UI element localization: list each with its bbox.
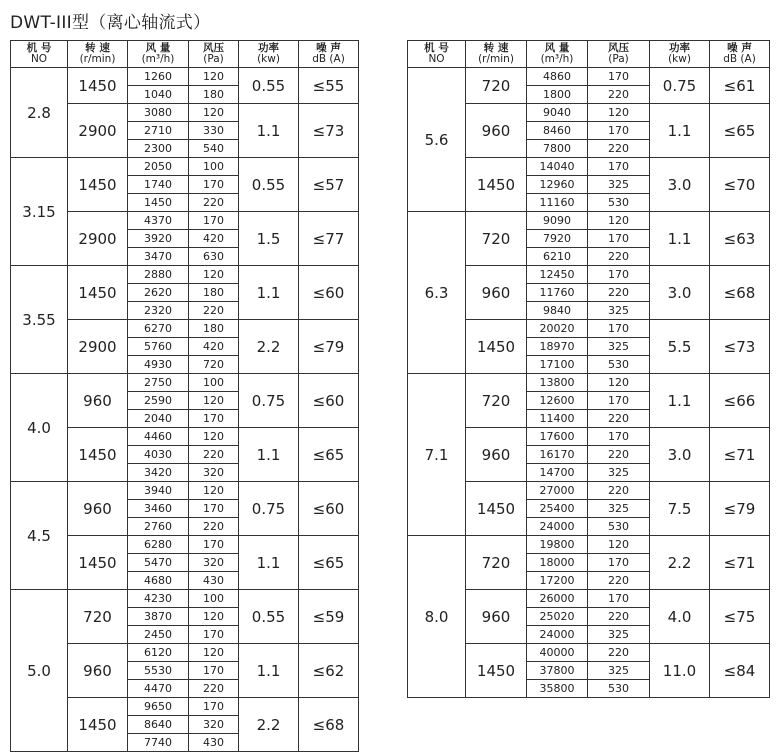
flow-cell: 2450 [128,626,189,644]
header-speed [466,41,527,68]
table-row [408,374,770,392]
pressure-cell: 170 [189,698,239,716]
noise-cell: ≤60 [299,482,359,536]
flow-cell: 4860 [527,68,588,86]
header-flow-label: 风 量 [145,42,171,54]
flow-cell: 2710 [128,122,189,140]
header-pressure-label: 风压 [608,42,629,54]
pressure-cell: 325 [588,176,650,194]
table-row [11,158,359,176]
noise-cell: ≤71 [710,536,770,590]
header-noise-label: 噪 声 [727,42,752,54]
noise-cell: ≤57 [299,158,359,212]
pressure-cell: 100 [189,374,239,392]
flow-cell: 2590 [128,392,189,410]
noise-cell: ≤77 [299,212,359,266]
flow-cell: 1260 [128,68,189,86]
pressure-cell: 220 [189,194,239,212]
flow-cell: 2880 [128,266,189,284]
speed-cell: 720 [466,68,527,104]
pressure-cell: 220 [189,446,239,464]
noise-cell: ≤65 [299,428,359,482]
flow-cell: 12450 [527,266,588,284]
pressure-cell: 530 [588,356,650,374]
pressure-cell: 630 [189,248,239,266]
flow-cell: 4230 [128,590,189,608]
flow-cell: 18000 [527,554,588,572]
pressure-cell: 320 [189,716,239,734]
speed-cell: 1450 [466,158,527,212]
flow-cell: 16170 [527,446,588,464]
speed-cell: 2900 [68,104,128,158]
flow-cell: 11400 [527,410,588,428]
model-number-cell: 4.0 [11,374,68,482]
pressure-cell: 220 [189,518,239,536]
noise-cell: ≤61 [710,68,770,104]
pressure-cell: 420 [189,338,239,356]
header-noise-label: 噪 声 [316,42,341,54]
pressure-cell: 220 [588,482,650,500]
flow-cell: 6210 [527,248,588,266]
flow-cell: 14040 [527,158,588,176]
pressure-cell: 170 [189,536,239,554]
flow-cell: 35800 [527,680,588,698]
header-power [239,41,299,68]
power-cell: 2.2 [650,536,710,590]
flow-cell: 1040 [128,86,189,104]
header-speed [68,41,128,68]
power-cell: 1.5 [239,212,299,266]
table-row [408,212,770,230]
pressure-cell: 170 [588,68,650,86]
flow-cell: 3870 [128,608,189,626]
flow-cell: 26000 [527,590,588,608]
pressure-cell: 170 [588,230,650,248]
flow-cell: 7800 [527,140,588,158]
flow-cell: 5760 [128,338,189,356]
speed-cell: 960 [68,644,128,698]
pressure-cell: 220 [588,410,650,428]
pressure-cell: 170 [588,158,650,176]
noise-cell: ≤59 [299,590,359,644]
power-cell: 11.0 [650,644,710,698]
speed-cell: 720 [466,536,527,590]
power-cell: 0.75 [239,482,299,536]
power-cell: 3.0 [650,266,710,320]
speed-cell: 1450 [466,644,527,698]
table-row [11,68,359,86]
flow-cell: 14700 [527,464,588,482]
flow-cell: 4470 [128,680,189,698]
header-speed-unit: (r/min) [79,53,116,65]
table-row [11,374,359,392]
pressure-cell: 120 [588,212,650,230]
speed-cell: 1450 [68,158,128,212]
flow-cell: 37800 [527,662,588,680]
flow-cell: 20020 [527,320,588,338]
flow-cell: 40000 [527,644,588,662]
flow-cell: 4030 [128,446,189,464]
header-power [650,41,710,68]
pressure-cell: 330 [189,122,239,140]
pressure-cell: 170 [588,320,650,338]
model-number-cell: 8.0 [408,536,466,698]
pressure-cell: 170 [189,212,239,230]
noise-cell: ≤65 [299,536,359,590]
flow-cell: 5470 [128,554,189,572]
header-speed-label: 转 速 [85,42,110,54]
header-flow-unit: (m³/h) [141,53,175,65]
speed-cell: 1450 [466,320,527,374]
power-cell: 2.2 [239,698,299,752]
header-noise [299,41,359,68]
flow-cell: 4930 [128,356,189,374]
power-cell: 0.75 [650,68,710,104]
flow-cell: 1800 [527,86,588,104]
flow-cell: 19800 [527,536,588,554]
speed-cell: 960 [466,266,527,320]
power-cell: 7.5 [650,482,710,536]
header-model-label: 机 号 [26,42,52,54]
noise-cell: ≤65 [710,104,770,158]
pressure-cell: 120 [189,104,239,122]
pressure-cell: 220 [588,248,650,266]
table-row [408,536,770,554]
header-pressure-unit: (Pa) [203,53,224,65]
speed-cell: 2900 [68,320,128,374]
speed-cell: 960 [466,590,527,644]
power-cell: 5.5 [650,320,710,374]
flow-cell: 12960 [527,176,588,194]
pressure-cell: 325 [588,338,650,356]
model-number-cell: 7.1 [408,374,466,536]
header-noise-unit: dB (A) [723,53,756,65]
power-cell: 1.1 [239,644,299,698]
flow-cell: 9090 [527,212,588,230]
speed-cell: 720 [466,212,527,266]
pressure-cell: 530 [588,680,650,698]
model-number-cell: 5.0 [11,590,68,752]
pressure-cell: 170 [189,662,239,680]
pressure-cell: 120 [189,482,239,500]
power-cell: 0.75 [239,374,299,428]
speed-cell: 1450 [68,698,128,752]
pressure-cell: 170 [588,428,650,446]
header-model-label: 机 号 [424,42,449,54]
flow-cell: 9840 [527,302,588,320]
noise-cell: ≤55 [299,68,359,104]
noise-cell: ≤70 [710,158,770,212]
pressure-cell: 120 [189,608,239,626]
header-power-label: 功率 [669,42,690,54]
model-number-cell: 5.6 [408,68,466,212]
header-pressure [588,41,650,68]
flow-cell: 4680 [128,572,189,590]
flow-cell: 7920 [527,230,588,248]
flow-cell: 3420 [128,464,189,482]
power-cell: 1.1 [650,104,710,158]
pressure-cell: 320 [189,554,239,572]
pressure-cell: 220 [588,86,650,104]
power-cell: 1.1 [239,536,299,590]
flow-cell: 11160 [527,194,588,212]
speed-cell: 1450 [68,68,128,104]
table-row [408,68,770,86]
pressure-cell: 170 [189,410,239,428]
noise-cell: ≤63 [710,212,770,266]
header-model [11,41,68,68]
power-cell: 3.0 [650,158,710,212]
flow-cell: 6270 [128,320,189,338]
pressure-cell: 220 [588,284,650,302]
pressure-cell: 325 [588,662,650,680]
pressure-cell: 720 [189,356,239,374]
power-cell: 1.1 [239,266,299,320]
pressure-cell: 530 [588,194,650,212]
header-power-unit: (kw) [668,53,691,65]
power-cell: 1.1 [239,104,299,158]
pressure-cell: 180 [189,86,239,104]
pressure-cell: 220 [588,608,650,626]
flow-cell: 3920 [128,230,189,248]
flow-cell: 1450 [128,194,189,212]
header-flow-unit: (m³/h) [540,53,574,65]
pressure-cell: 325 [588,302,650,320]
pressure-cell: 220 [588,572,650,590]
fan-spec-table-left [10,40,359,752]
pressure-cell: 120 [588,104,650,122]
header-noise-unit: dB (A) [312,53,345,65]
noise-cell: ≤75 [710,590,770,644]
speed-cell: 960 [466,428,527,482]
power-cell: 1.1 [650,374,710,428]
pressure-cell: 120 [189,644,239,662]
header-flow [527,41,588,68]
power-cell: 0.55 [239,590,299,644]
noise-cell: ≤71 [710,428,770,482]
pressure-cell: 100 [189,590,239,608]
speed-cell: 1450 [68,536,128,590]
flow-cell: 2620 [128,284,189,302]
header-speed-unit: (r/min) [478,53,514,65]
pressure-cell: 120 [189,428,239,446]
flow-cell: 9040 [527,104,588,122]
pressure-cell: 325 [588,464,650,482]
flow-cell: 17100 [527,356,588,374]
header-pressure [189,41,239,68]
header-pressure-unit: (Pa) [608,53,629,65]
speed-cell: 1450 [68,266,128,320]
pressure-cell: 430 [189,572,239,590]
noise-cell: ≤73 [710,320,770,374]
pressure-cell: 320 [189,464,239,482]
header-pressure-label: 风压 [203,42,224,54]
pressure-cell: 220 [588,140,650,158]
flow-cell: 11760 [527,284,588,302]
pressure-cell: 540 [189,140,239,158]
speed-cell: 960 [68,482,128,536]
flow-cell: 24000 [527,626,588,644]
page-title: DWT-III型（离心轴流式） [10,13,211,33]
flow-cell: 1740 [128,176,189,194]
noise-cell: ≤66 [710,374,770,428]
noise-cell: ≤73 [299,104,359,158]
flow-cell: 2050 [128,158,189,176]
model-number-cell: 2.8 [11,68,68,158]
flow-cell: 5530 [128,662,189,680]
header-noise [710,41,770,68]
flow-cell: 2750 [128,374,189,392]
model-number-cell: 4.5 [11,482,68,590]
pressure-cell: 170 [588,392,650,410]
flow-cell: 3470 [128,248,189,266]
noise-cell: ≤68 [299,698,359,752]
pressure-cell: 325 [588,626,650,644]
pressure-cell: 170 [588,554,650,572]
flow-cell: 6120 [128,644,189,662]
speed-cell: 960 [466,104,527,158]
pressure-cell: 220 [189,302,239,320]
pressure-cell: 170 [588,590,650,608]
power-cell: 4.0 [650,590,710,644]
header-model [408,41,466,68]
pressure-cell: 220 [588,446,650,464]
table-row [11,590,359,608]
flow-cell: 9650 [128,698,189,716]
header-speed-label: 转 速 [483,42,509,54]
flow-cell: 2320 [128,302,189,320]
header-model-unit: NO [30,53,48,65]
flow-cell: 12600 [527,392,588,410]
pressure-cell: 170 [588,266,650,284]
pressure-cell: 170 [189,176,239,194]
fan-spec-table-right [407,40,770,698]
pressure-cell: 120 [189,68,239,86]
flow-cell: 27000 [527,482,588,500]
power-cell: 0.55 [239,158,299,212]
pressure-cell: 180 [189,284,239,302]
noise-cell: ≤84 [710,644,770,698]
power-cell: 2.2 [239,320,299,374]
power-cell: 1.1 [650,212,710,266]
flow-cell: 17200 [527,572,588,590]
power-cell: 0.55 [239,68,299,104]
power-cell: 3.0 [650,428,710,482]
pressure-cell: 325 [588,500,650,518]
speed-cell: 720 [466,374,527,428]
pressure-cell: 170 [189,626,239,644]
pressure-cell: 170 [588,122,650,140]
flow-cell: 2040 [128,410,189,428]
table-row [11,482,359,500]
flow-cell: 24000 [527,518,588,536]
header-flow [128,41,189,68]
flow-cell: 3460 [128,500,189,518]
flow-cell: 25020 [527,608,588,626]
speed-cell: 1450 [68,428,128,482]
flow-cell: 6280 [128,536,189,554]
flow-cell: 4460 [128,428,189,446]
header-power-unit: (kw) [257,53,280,65]
header-power-label: 功率 [258,42,279,54]
pressure-cell: 420 [189,230,239,248]
flow-cell: 8460 [527,122,588,140]
model-number-cell: 3.15 [11,158,68,266]
noise-cell: ≤79 [299,320,359,374]
noise-cell: ≤79 [710,482,770,536]
noise-cell: ≤60 [299,266,359,320]
header-model-unit: NO [428,53,445,65]
table-row [11,266,359,284]
pressure-cell: 430 [189,734,239,752]
pressure-cell: 100 [189,158,239,176]
speed-cell: 960 [68,374,128,428]
flow-cell: 2300 [128,140,189,158]
flow-cell: 3940 [128,482,189,500]
flow-cell: 18970 [527,338,588,356]
speed-cell: 2900 [68,212,128,266]
flow-cell: 13800 [527,374,588,392]
pressure-cell: 530 [588,518,650,536]
pressure-cell: 170 [189,500,239,518]
pressure-cell: 220 [588,644,650,662]
pressure-cell: 220 [189,680,239,698]
speed-cell: 1450 [466,482,527,536]
power-cell: 1.1 [239,428,299,482]
flow-cell: 4370 [128,212,189,230]
model-number-cell: 6.3 [408,212,466,374]
flow-cell: 7740 [128,734,189,752]
noise-cell: ≤60 [299,374,359,428]
pressure-cell: 180 [189,320,239,338]
pressure-cell: 120 [189,392,239,410]
header-flow-label: 风 量 [544,42,570,54]
flow-cell: 8640 [128,716,189,734]
noise-cell: ≤62 [299,644,359,698]
flow-cell: 2760 [128,518,189,536]
pressure-cell: 120 [588,374,650,392]
speed-cell: 720 [68,590,128,644]
flow-cell: 25400 [527,500,588,518]
pressure-cell: 120 [588,536,650,554]
flow-cell: 17600 [527,428,588,446]
noise-cell: ≤68 [710,266,770,320]
flow-cell: 3080 [128,104,189,122]
pressure-cell: 120 [189,266,239,284]
model-number-cell: 3.55 [11,266,68,374]
